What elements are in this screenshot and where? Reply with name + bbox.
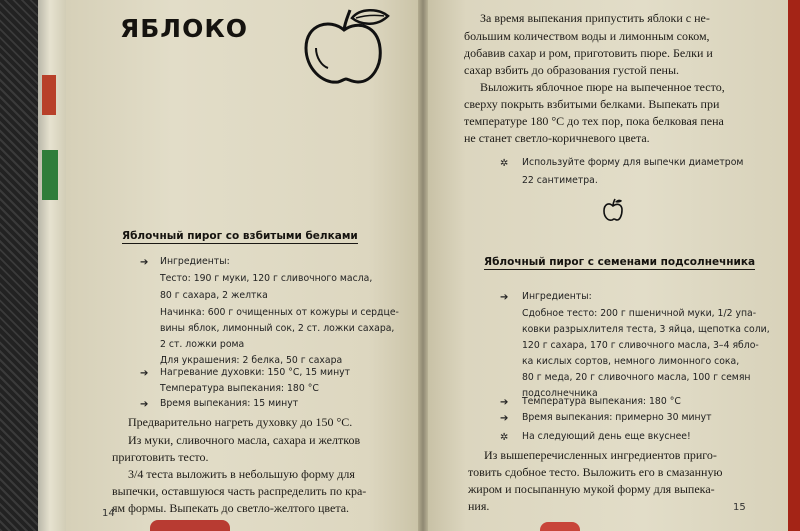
- finger-left: [150, 520, 230, 531]
- body-line: жиром и посыпанную мукой форму для выпека-: [468, 482, 715, 496]
- arrow-icon: ➔: [500, 413, 509, 424]
- page-number-left: 14: [102, 508, 115, 519]
- body-line: 3/4 теста выложить в небольшую форму для: [128, 467, 355, 481]
- ingredient-line: Нагревание духовки: 150 °С, 15 минут: [160, 367, 351, 378]
- ingredient-line: Ингредиенты:: [160, 256, 230, 267]
- arrow-icon: ➔: [140, 399, 149, 410]
- ingredient-line: На следующий день еще вкуснее!: [522, 431, 691, 442]
- book-spine: [418, 0, 428, 531]
- ingredient-line: Температура выпекания: 180 °С: [522, 396, 681, 407]
- ingredient-line: Температура выпекания: 180 °С: [160, 383, 319, 394]
- book-cover-right-edge: [788, 0, 800, 531]
- body-line: ям формы. Выпекать до светло-желтого цвета.: [112, 501, 350, 515]
- body-line: добавив сахар и ром, приготовить пюре. Белки и: [464, 46, 713, 60]
- body-line: Из вышеперечисленных ингредиентов приго-: [484, 448, 717, 462]
- ingredient-line: Ингредиенты:: [522, 291, 592, 302]
- ingredient-line: Время выпекания: примерно 30 минут: [522, 412, 712, 423]
- arrow-icon: ➔: [500, 292, 509, 303]
- ingredient-line: Тесто: 190 г муки, 120 г сливочного масла,: [160, 273, 373, 284]
- body-line: большим количеством воды и лимонным соком,: [464, 29, 710, 43]
- page-number-right: 15: [733, 502, 746, 513]
- cover-red-stripe: [42, 75, 56, 115]
- ingredient-line: 80 г сахара, 2 желтка: [160, 290, 268, 301]
- ingredient-line: Для украшения: 2 белка, 50 г сахара: [160, 355, 343, 366]
- flower-bullet-icon: ✲: [500, 158, 509, 169]
- cover-green-stripe: [42, 150, 58, 200]
- body-line: Выложить яблочное пюре на выпеченное тесто,: [480, 80, 725, 94]
- ingredient-line: Сдобное тесто: 200 г пшеничной муки, 1/2 упа-: [522, 308, 757, 319]
- ingredient-line: вины яблок, лимонный сок, 2 ст. ложки сахара,: [160, 323, 395, 334]
- chapter-title: ЯБЛОКО: [120, 14, 249, 43]
- finger-right: [540, 522, 580, 531]
- flower-bullet-icon: ✲: [500, 432, 509, 443]
- recipe-title-right: Яблочный пирог с семенами подсолнечника: [484, 256, 756, 268]
- apple-small-icon: [603, 198, 623, 222]
- body-line: сахар взбить до образования густой пены.: [464, 63, 680, 77]
- ingredient-line: ковки разрыхлителя теста, 3 яйца, щепотка соли,: [522, 324, 770, 335]
- recipe-title-left: Яблочный пирог со взбитыми белками: [122, 230, 358, 242]
- arrow-icon: ➔: [140, 368, 149, 379]
- apple-icon: [300, 6, 392, 86]
- arrow-icon: ➔: [500, 397, 509, 408]
- ingredient-line: Начинка: 600 г очищенных от кожуры и сердце-: [160, 307, 399, 318]
- body-line: выпечки, оставшуюся часть распределить по кра-: [112, 484, 367, 498]
- body-line: Из муки, сливочного масла, сахара и желтков: [128, 433, 361, 447]
- body-line: не станет светло-коричневого цвета.: [464, 131, 650, 145]
- body-line: приготовить тесто.: [112, 450, 209, 464]
- ingredient-line: Время выпекания: 15 минут: [160, 398, 299, 409]
- ingredient-line: ка кислых сортов, немного лимонного сока,: [522, 356, 740, 367]
- ingredient-line: 80 г меда, 20 г сливочного масла, 100 г семян: [522, 372, 751, 383]
- ingredient-line: подсолнечника: [522, 388, 598, 399]
- body-line: Предварительно нагреть духовку до 150 °С.: [128, 415, 353, 429]
- body-line: товить сдобное тесто. Выложить его в смазанную: [468, 465, 723, 479]
- ingredient-line: 2 ст. ложки рома: [160, 339, 245, 350]
- tip-line: Используйте форму для выпечки диаметром: [522, 157, 744, 168]
- body-line: За время выпекания припустить яблоки с не-: [480, 11, 710, 25]
- body-line: сверху покрыть взбитыми белками. Выпекать при: [464, 97, 720, 111]
- body-line: ния.: [468, 499, 490, 513]
- tip-line: 22 сантиметра.: [522, 175, 598, 186]
- body-line: температуре 180 °С до тех пор, пока белковая пена: [464, 114, 724, 128]
- arrow-icon: ➔: [140, 257, 149, 268]
- ingredient-line: 120 г сахара, 170 г сливочного масла, 3–4 ябло-: [522, 340, 759, 351]
- book-cover-edge: [38, 0, 68, 531]
